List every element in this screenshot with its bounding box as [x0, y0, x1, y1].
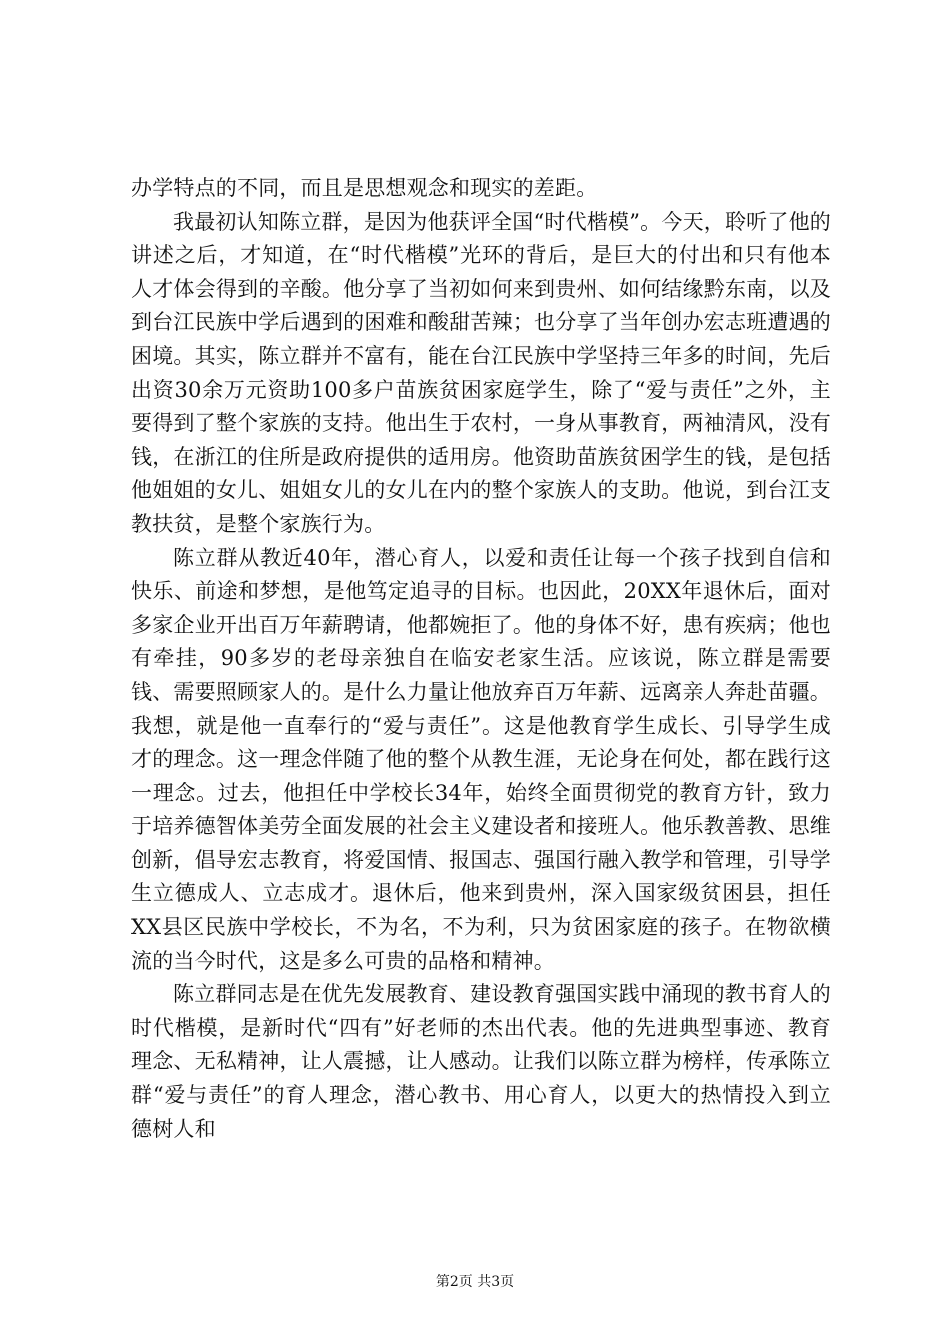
paragraph-1: 办学特点的不同，而且是思想观念和现实的差距。	[131, 176, 598, 200]
paragraph-2: 我最初认知陈立群，是因为他获评全国“时代楷模”。今天，聆听了他的讲述之后，才知道，在“时代楷模”光环的背后，是巨大的付出和只有他本人才体会得到的辛酸。他分享了当初如何来到贵州、如何结缘黔东南，以及到台江民族中学后遇到的困难和酸甜苦辣；也分享了当年创办宏志班遭遇的困境。其实，陈立群并不富有，能在台江民族中学坚持三年多的时间，先后出资30余万元资助100多户苗族贫困家庭学生，除了“爱与责任”之外，主要得到了整个家族的支持。他出生于农村，一身从事教育，两袖清风，没有钱，在浙江的住所是政府提供的适用房。他资助苗族贫困学生的钱，是包括他姐姐的女儿、姐姐女儿的女儿在内的整个家族人的支助。他说，到台江支教扶贫，是整个家族行为。	[131, 209, 831, 536]
paragraph-3: 陈立群从教近40年，潜心育人，以爱和责任让每一个孩子找到自信和快乐、前途和梦想，是他笃定追寻的目标。也因此，20XX年退休后，面对多家企业开出百万年薪聘请，他都婉拒了。他的身体不好，患有疾病；他也有牵挂，90多岁的老母亲独自在临安老家生活。应该说，陈立群是需要钱、需要照顾家人的。是什么力量让他放弃百万年薪、远离亲人奔赴苗疆。我想，就是他一直奉行的“爱与责任”。这是他教育学生成长、引导学生成才的理念。这一理念伴随了他的整个从教生涯，无论身在何处，都在践行这一理念。过去，他担任中学校长34年，始终全面贯彻党的教育方针，致力于培养德智体美劳全面发展的社会主义建设者和接班人。他乐教善教、思维创新，倡导宏志教育，将爱国情、报国志、强国行融入教学和管理，引导学生立德成人、立志成才。退休后，他来到贵州，深入国家级贫困县，担任XX县区民族中学校长，不为名，不为利，只为贫困家庭的孩子。在物欲横流的当今时代，这是多么可贵的品格和精神。	[131, 545, 831, 973]
page-number-label: 第2页 共3页	[435, 1274, 515, 1290]
page-footer	[0, 1272, 950, 1292]
paragraph-4: 陈立群同志是在优先发展教育、建设教育强国实践中涌现的教书育人的时代楷模，是新时代“四有”好老师的杰出代表。他的先进典型事迹、教育理念、无私精神，让人震撼，让人感动。让我们以陈立群为榜样，传承陈立群“爱与责任”的育人理念，潜心教书、用心育人，以更大的热情投入到立德树人和	[131, 982, 831, 1141]
document-body	[131, 172, 831, 1146]
